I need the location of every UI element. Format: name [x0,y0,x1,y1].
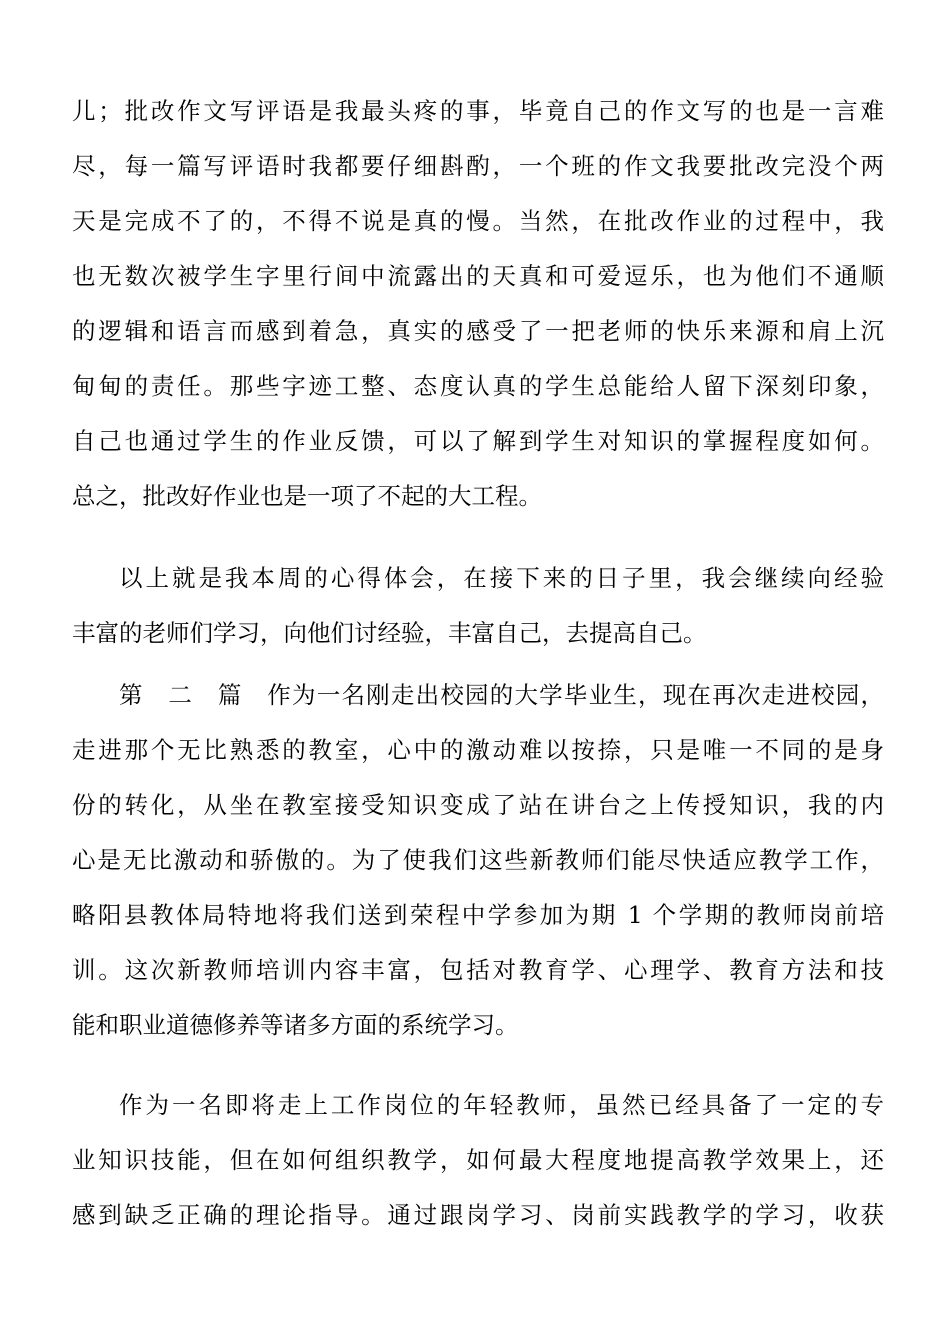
text-line: 感到缺乏正确的理论指导。通过跟岗学习、岗前实践教学的学习，收获 [72,1201,884,1229]
text-line: 份的转化，从坐在教室接受知识变成了站在讲台之上传授知识，我的内 [72,791,884,819]
text-line: 心是无比激动和骄傲的。为了使我们这些新教师们能尽快适应教学工作， [72,846,884,874]
text-line: 训。这次新教师培训内容丰富，包括对教育学、心理学、教育方法和技 [72,956,884,984]
text-line: 的逻辑和语言而感到着急，真实的感受了一把老师的快乐来源和肩上沉 [72,317,884,345]
text-line: 略阳县教体局特地将我们送到荣程中学参加为期 1 个学期的教师岗前培 [72,901,884,929]
text-line: 尽，每一篇写评语时我都要仔细斟酌，一个班的作文我要批改完没个两 [72,152,884,180]
text-line: 业知识技能，但在如何组织教学，如何最大程度地提高教学效果上，还 [72,1146,884,1174]
text-line: 自己也通过学生的作业反馈，可以了解到学生对知识的掌握程度如何。 [72,427,884,455]
text-line: 作为一名即将走上工作岗位的年轻教师，虽然已经具备了一定的专 [119,1091,884,1119]
text-line: 以上就是我本周的心得体会，在接下来的日子里，我会继续向经验 [119,564,884,592]
text-line: 天是完成不了的，不得不说是真的慢。当然，在批改作业的过程中，我 [72,207,884,235]
text-line: 儿；批改作文写评语是我最头疼的事，毕竟自己的作文写的也是一言难 [72,97,884,125]
text-line: 总之，批改好作业也是一项了不起的大工程。 [72,482,542,510]
text-line: 能和职业道德修养等诸多方面的系统学习。 [72,1011,519,1039]
text-line: 甸甸的责任。那些字迹工整、态度认真的学生总能给人留下深刻印象， [72,372,884,400]
text-line: 也无数次被学生字里行间中流露出的天真和可爱逗乐，也为他们不通顺 [72,262,884,290]
text-line: 走进那个无比熟悉的教室，心中的激动难以按捺，只是唯一不同的是身 [72,736,884,764]
text-line: 丰富的老师们学习，向他们讨经验，丰富自己，去提高自己。 [72,619,707,647]
text-line: 第 二 篇 作为一名刚走出校园的大学毕业生，现在再次走进校园， [119,681,884,709]
